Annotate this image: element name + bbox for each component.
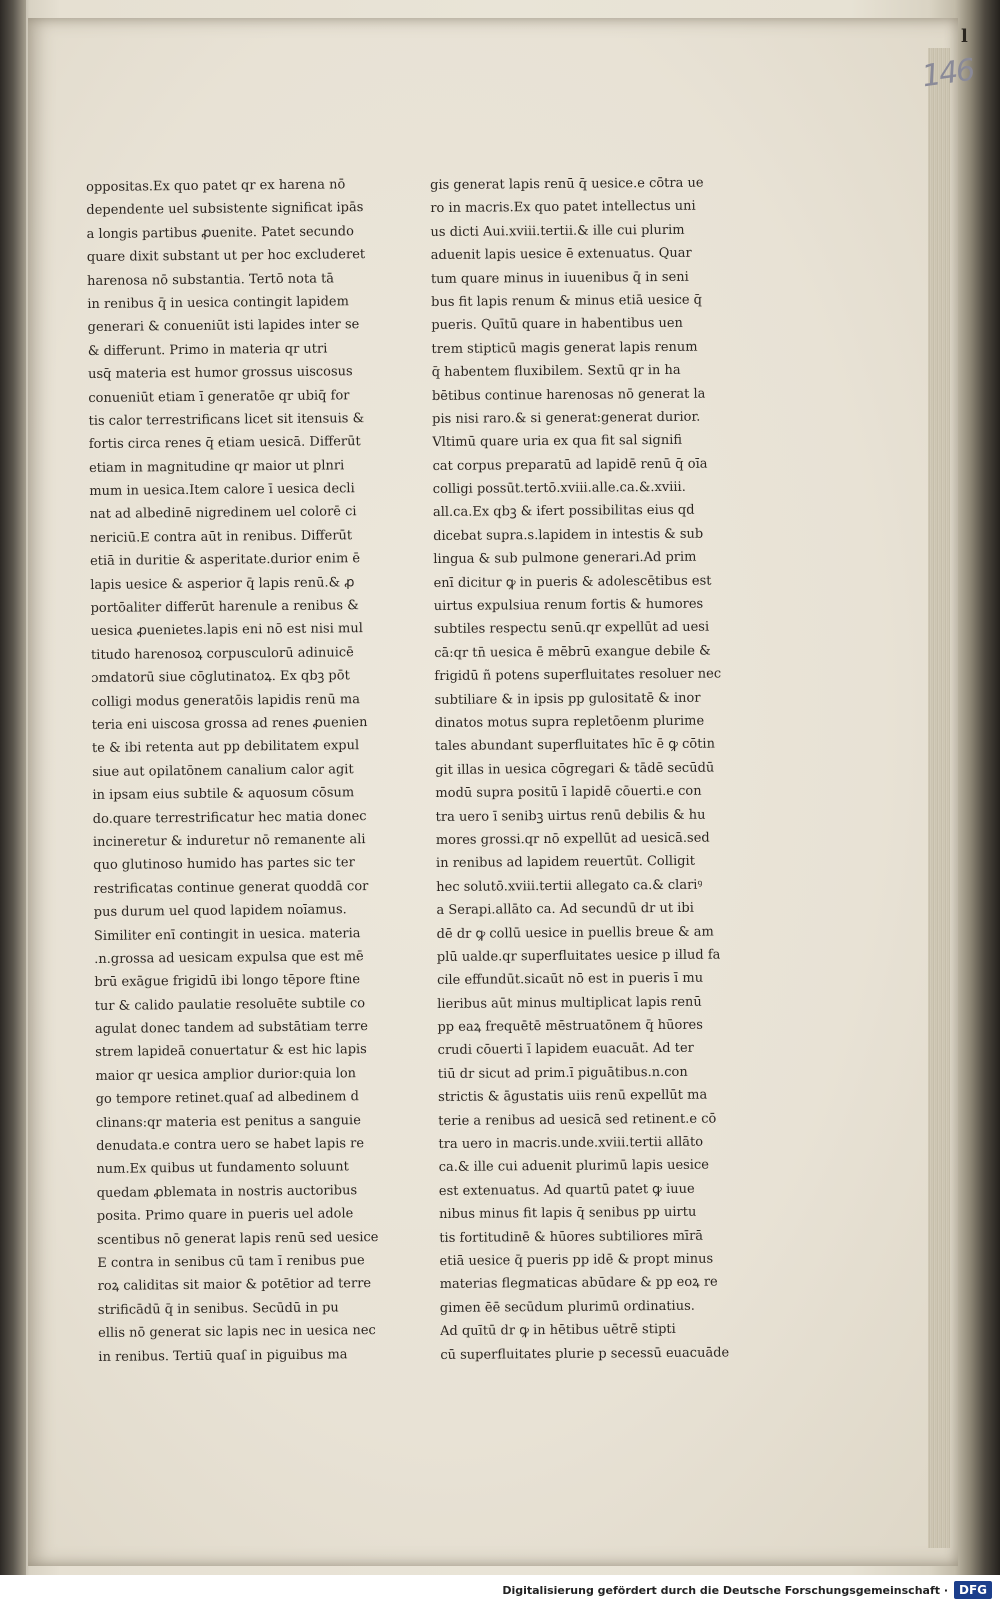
right-column-line: cā:qr tn̄ uesica ē mēbrū exangue debile & xyxy=(434,643,711,661)
left-column-line: in renibus q̄ in uesica contingit lapidem xyxy=(87,294,349,312)
footer-credit: Digitalisierung gefördert durch die Deutsche Forschungsgemeinschaft · xyxy=(502,1584,948,1597)
right-column-line: all.ca.Ex qbꝫ & ifert possibilitas eius qd xyxy=(432,503,695,521)
right-column-line: lieribus aūt minus multiplicat lapis renū xyxy=(437,994,702,1012)
left-column-line: etiā in duritie & asperitate.durior enim ē xyxy=(89,551,361,570)
left-column-line: num.Ex quibus ut fundamento soluunt xyxy=(96,1159,349,1178)
left-column-line: .n.grossa ad uesicam expulsa que est mē xyxy=(94,949,364,967)
right-column-line: dicebat supra.s.lapidem in intestis & sub xyxy=(433,526,704,544)
right-column-line: pueris. Quītū quare in habentibus uen xyxy=(431,316,683,334)
right-column-line: pis nisi raro.& si generat:generat durior. xyxy=(432,409,701,427)
footer-bar xyxy=(0,1575,1000,1606)
right-column-line: tis fortitudinē & hūores subtiliores mīrā xyxy=(439,1228,704,1246)
right-column-line: git illas in uesica cōgregari & tādē secūdū xyxy=(435,760,715,778)
pencil-page-number: 146 xyxy=(919,52,976,95)
right-column-line: strictis & āgustatis uiis renū expellūt ma xyxy=(437,1087,708,1106)
left-column-line: harenosa nō substantia. Tertō nota tā xyxy=(87,270,335,289)
left-column-line: roꝝ caliditas sit maior & potētior ad terre xyxy=(97,1276,372,1295)
left-column-line: teria eni uiscosa grossa ad renes ꝓuenien xyxy=(91,715,368,733)
left-column-line: go tempore retinet.quaſ ad albedinem d xyxy=(95,1089,360,1108)
left-column-line: maior qr uesica amplior durior:quia lon xyxy=(95,1066,357,1084)
left-column-line: scentibus nō generat lapis renū sed uesice xyxy=(97,1229,379,1248)
right-column-line: terie a renibus ad uesicā sed retinent.e cō xyxy=(438,1111,717,1129)
right-column-line: bētibus continue harenosas nō generat la xyxy=(431,386,706,404)
left-column-line: do.quare terrestrificatur hec matia donec xyxy=(92,808,367,827)
left-column-line: strem lapideā conuertatur & est hic lapis xyxy=(95,1042,367,1061)
left-column-line: incineretur & induretur nō remanente ali xyxy=(92,832,366,850)
right-column-line: materias flegmaticas abūdare & pp eoꝝ re xyxy=(439,1274,718,1293)
left-column-line: oppositas.Ex quo patet qr ex harena nō xyxy=(86,177,346,195)
left-column-line: conueniūt etiam ī generatōe qr ubiq̄ for xyxy=(88,387,350,406)
left-column-line: posita. Primo quare in pueris uel adole xyxy=(96,1206,354,1225)
left-column-line: brū exāgue frigidū ibi longo tēpore ftine xyxy=(94,972,361,991)
right-column-line: tra uero in macris.unde.xviii.tertii allāto xyxy=(438,1134,704,1152)
left-column-line: quare dixit substant ut per hoc excluderet xyxy=(86,247,366,266)
right-column-line: cile effundūt.sicaūt nō est in pueris ī mu xyxy=(436,970,704,989)
right-column-line: tales abundant superfluitates hīc ē ꝙ cōtin xyxy=(434,736,716,755)
left-column-line: lapis uesice & asperior q̄ lapis renū.& ꝓ xyxy=(90,574,355,593)
right-column-line: dinatos motus supra repletōenm plurime xyxy=(434,713,705,731)
right-column-line: a Serapi.allāto ca. Ad secundū dr ut ibi xyxy=(436,900,694,919)
left-column-line: titudo harenosoꝝ corpusculorū adinuicē xyxy=(90,645,354,663)
right-column-line: etiā uesice q̄ pueris pp idē & propt minus xyxy=(439,1251,714,1269)
left-column-line: a longis partibus ꝓuenite. Patet secundo xyxy=(86,223,354,242)
left-column-line: siue aut opilatōnem canalium calor agit xyxy=(92,761,354,780)
right-text-column xyxy=(430,171,740,1366)
left-column-line: uesica ꝓuenietes.lapis eni nō est nisi mul xyxy=(90,621,363,640)
left-column-line: te & ibi retenta aut pp debilitatem expul xyxy=(91,738,360,757)
left-column-line: fortis circa renes q̄ etiam uesicā. Differūt xyxy=(88,434,361,453)
left-column-line: restrificatas continue generat quoddā cor xyxy=(93,878,369,897)
left-column-line: usq̄ materia est humor grossus uiscosus xyxy=(88,364,353,383)
left-column-line: Similiter enī contingit in uesica. materia xyxy=(93,925,361,944)
left-column-line: in renibus. Tertiū quaſ in piguibus ma xyxy=(98,1346,348,1365)
right-column-line: nibus minus fit lapis q̄ senibus pp uirtu xyxy=(439,1204,697,1223)
right-column-line: crudi cōuerti ī lapidem euacuāt. Ad ter xyxy=(437,1041,694,1059)
right-column-line: mores grossi.qr nō expellūt ad uesicā.sed xyxy=(435,830,710,848)
right-column-line: frigidū ñ potens superfluitates resoluer nec xyxy=(434,666,722,685)
right-column-line: subtiles respectu senū.qr expellūt ad uesi xyxy=(433,620,710,638)
left-column-line: nericiū.E contra aūt in renibus. Differūt xyxy=(89,528,353,546)
left-column-line: pus durum uel quod lapidem noīamus. xyxy=(93,902,347,921)
right-column-line: tra uero ī senibꝫ uirtus renū debilis & hu xyxy=(435,807,706,825)
right-column-line: pp eaꝝ frequētē mēstruatōnem q̄ hūores xyxy=(437,1017,703,1036)
left-column-line: & differunt. Primo in materia qr utri xyxy=(87,341,328,359)
right-column-line: us dicti Aui.xviii.tertii.& ille cui plurim xyxy=(430,222,685,240)
right-column-line: ro in macris.Ex quo patet intellectus uni xyxy=(430,199,696,217)
right-column-line: tum quare minus in iuuenibus q̄ in seni xyxy=(430,269,689,287)
left-column-line: tis calor terrestrificans licet sit itensuis & xyxy=(88,411,365,429)
folio-mark: l xyxy=(961,26,968,47)
left-column-line: portōaliter differūt harenule a renibus & xyxy=(90,598,359,617)
right-column-line: in renibus ad lapidem reuertūt. Colligit xyxy=(435,854,695,872)
left-column-line: E contra in senibus cū tam ī renibus pue xyxy=(97,1253,365,1271)
left-column-line: denudata.e contra uero se habet lapis re xyxy=(96,1136,365,1154)
right-column-line: modū supra positū ī lapidē cōuerti.e con xyxy=(435,783,702,802)
left-column-line: ɔmdatorū siue cōglutinatoꝝ. Ex qbꝫ pōt xyxy=(91,668,350,687)
right-column-line: gimen ēē secūdum plurimū ordinatius. xyxy=(439,1298,695,1316)
right-column-line: hec solutō.xviii.tertii allegato ca.& clariꝰ xyxy=(436,877,703,895)
left-column-line: strificādū q̄ in senibus. Secūdū in pu xyxy=(97,1300,339,1318)
left-column-line: quedam ꝓblemata in nostris auctoribus xyxy=(96,1183,358,1201)
left-column-line: generari & conueniūt isti lapides inter se xyxy=(87,317,360,336)
right-column-line: aduenit lapis uesice ē extenuatus. Quar xyxy=(430,245,692,264)
left-column-line: colligi modus generatōis lapidis renū ma xyxy=(91,691,361,710)
book-binding-edge xyxy=(0,0,26,1575)
right-column-line: est extenuatus. Ad quartū patet ꝙ iuue xyxy=(438,1181,695,1199)
right-column-line: bus fit lapis renum & minus etiā uesice q̄ xyxy=(431,292,703,310)
left-column-line: etiam in magnitudine qr maior ut plnri xyxy=(88,457,345,476)
left-column-line: agulat donec tandem ad substātiam terre xyxy=(94,1019,369,1038)
right-column-line: Vltimū quare uria ex qua fit sal signifi xyxy=(432,433,683,451)
left-column-line: ellis nō generat sic lapis nec in uesica nec xyxy=(98,1323,376,1342)
page-stack-edge xyxy=(928,48,950,1548)
right-column-line: dē dr ꝙ collū uesice in puellis breue & am xyxy=(436,924,714,942)
left-text-column xyxy=(86,173,398,1369)
right-column-line: Ad quītū dr ꝙ in hētibus uētrē stipti xyxy=(440,1322,676,1340)
right-column-line: cat corpus preparatū ad lapidē renū q̄ oīa xyxy=(432,456,708,474)
left-column-line: dependente uel subsistente significat ipās xyxy=(86,200,364,219)
right-column-line: tiū dr sicut ad prim.ī piguātibus.n.con xyxy=(437,1064,688,1082)
right-column-line: plū ualde.qr superfluitates uesice p illud fa xyxy=(436,947,721,965)
dfg-logo-icon: DFG xyxy=(954,1581,992,1599)
right-column-line: colligi possūt.tertō.xviii.alle.ca.&.xviii. xyxy=(432,479,686,498)
left-column-line: nat ad albedinē nigredinem uel colorē ci xyxy=(89,504,357,523)
left-column-line: tur & calido paulatie resoluēte subtile co xyxy=(94,995,366,1014)
right-column-line: q̄ habentem fluxibilem. Sextū qr in ha xyxy=(431,362,681,381)
right-column-line: cū superfluitates plurie p secessū euacuāde xyxy=(440,1344,730,1363)
right-column-line: ca.& ille cui aduenit plurimū lapis uesice xyxy=(438,1158,709,1176)
left-column-line: mum in uesica.Item calore ī uesica decli xyxy=(89,481,355,500)
left-column-line: clinans:qr materia est penitus a sanguie xyxy=(95,1112,361,1131)
right-column-line: uirtus expulsiua renum fortis & humores xyxy=(433,596,704,615)
right-column-line: trem stipticū magis generat lapis renum xyxy=(431,339,698,357)
left-column-line: in ipsam eius subtile & aquosum cōsum xyxy=(92,785,355,804)
right-column-line: lingua & sub pulmone generari.Ad prim xyxy=(433,549,697,568)
right-column-line: subtiliare & in ipsis pp gulositatē & inor xyxy=(434,690,701,708)
right-column-line: enī dicitur ꝙ in pueris & adolescētibus est xyxy=(433,573,712,591)
right-column-line: gis generat lapis renū q̄ uesice.e cōtra ue xyxy=(430,175,704,193)
left-column-line: quo glutinoso humido has partes sic ter xyxy=(93,855,355,874)
